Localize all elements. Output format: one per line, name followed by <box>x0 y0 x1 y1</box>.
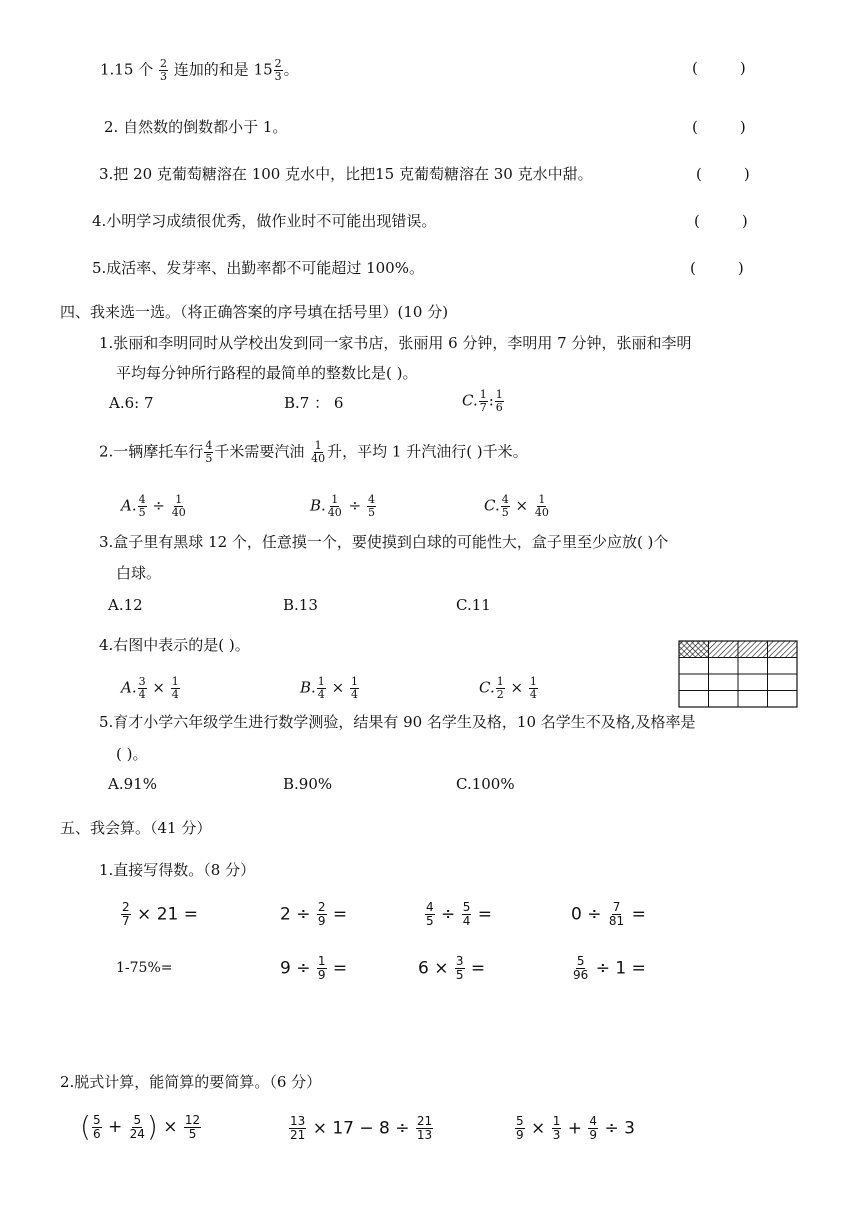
calc-r2c1: 1-75%= <box>116 960 173 976</box>
calc-r2c4: $\frac{5}{96}$ ÷ 1 = <box>573 954 646 982</box>
q4-2-option-a[interactable]: A. $\frac{4}{5}$ ÷ $\frac{1}{40}$ <box>121 493 186 519</box>
q4-4-stem: 4.右图中表示的是( )。 <box>99 636 250 654</box>
q4-2-stem: 2.一辆摩托车行 $\frac{4}{5}$ 千米需要汽油 $\frac{1}{40}$ 升，平均 1 升汽油行( )千米。 <box>99 439 528 465</box>
answer-blank-4[interactable]: ( ) <box>694 212 748 230</box>
calc-r1c3: $\frac{4}{5}$ ÷ $\frac{5}{4}$ = <box>426 900 492 928</box>
q4-1-line1: 1.张丽和李明同时从学校出发到同一家书店，张丽用 6 分钟，李明用 7 分钟，张丽和李明 <box>99 334 692 352</box>
calc-r2c2: 9 ÷ $\frac{1}{9}$ = <box>280 954 348 982</box>
section-5-title: 五、我会算。（41 分） <box>60 819 212 837</box>
expr-2: $\frac{13}{21}$ × 17 − 8 ÷ $\frac{21}{13}$ <box>290 1114 433 1142</box>
q4-1-line2: 平均每分钟所行路程的最简单的整数比是( )。 <box>116 364 418 382</box>
q4-3-option-b[interactable]: B.13 <box>283 596 318 614</box>
q4-1-option-b[interactable]: B.7 ： 6 <box>284 394 344 412</box>
judge-item-1: 1.15 个 $\frac{2}{3}$ 连加的和是 15 $\frac{2}{3}$ 。 <box>100 57 299 83</box>
calc-r2c3: 6 × $\frac{3}{5}$ = <box>418 954 486 982</box>
expr-3: $\frac{5}{9}$ × $\frac{1}{3}$ + $\frac{4}{9}$ ÷ 3 <box>516 1114 635 1142</box>
q4-1-option-a[interactable]: A.6: 7 <box>109 394 154 412</box>
answer-blank-2[interactable]: ( ) <box>692 118 746 136</box>
subsection-stepwise-calc: 2.脱式计算，能简算的要简算。（6 分） <box>60 1073 322 1091</box>
cross-hatched-cell <box>679 641 709 657</box>
q4-5-option-b[interactable]: B.90% <box>283 775 333 793</box>
judge-item-2: 2. 自然数的倒数都小于 1。 <box>104 118 288 136</box>
answer-blank-3[interactable]: ( ) <box>696 165 750 183</box>
q4-1-option-c[interactable]: C. $\frac{1}{7}$ : $\frac{1}{6}$ <box>462 388 503 414</box>
judge-item-4: 4.小明学习成绩很优秀，做作业时不可能出现错误。 <box>92 212 437 230</box>
calc-r1c4: 0 ÷ $\frac{7}{81}$ = <box>571 900 646 928</box>
q4-3-line1: 3.盒子里有黑球 12 个，任意摸一个，要使摸到白球的可能性大，盒子里至少应放( )个 <box>99 533 669 551</box>
subsection-direct-calc: 1.直接写得数。（8 分） <box>99 861 256 879</box>
calc-r1c1: $\frac{2}{7}$ × 21 = <box>122 900 198 928</box>
fraction: $\frac{2}{3}$ <box>274 57 282 83</box>
fraction: $\frac{2}{3}$ <box>159 57 167 83</box>
q4-5-line1: 5.育才小学六年级学生进行数学测验，结果有 90 名学生及格，10 名学生不及格,及格率是 <box>99 713 696 731</box>
q4-4-option-c[interactable]: C. $\frac{1}{2}$ × $\frac{1}{4}$ <box>479 675 537 701</box>
calc-r1c2: 2 ÷ $\frac{2}{9}$ = <box>280 900 348 928</box>
q4-5-option-c[interactable]: C.100% <box>456 775 515 793</box>
judge-item-3: 3.把 20 克葡萄糖溶在 100 克水中，比把15 克葡萄糖溶在 30 克水中甜。 <box>99 165 593 183</box>
q4-4-option-b[interactable]: B. $\frac{1}{4}$ × $\frac{1}{4}$ <box>300 675 358 701</box>
q4-3-option-c[interactable]: C.11 <box>456 596 491 614</box>
q4-3-option-a[interactable]: A.12 <box>108 596 143 614</box>
q4-4-option-a[interactable]: A. $\frac{3}{4}$ × $\frac{1}{4}$ <box>121 675 179 701</box>
fraction-grid-figure <box>678 640 798 708</box>
section-4-title: 四、我来选一选。（将正确答案的序号填在括号里）(10 分) <box>60 303 449 321</box>
answer-blank-5[interactable]: ( ) <box>690 259 744 277</box>
q4-5-option-a[interactable]: A.91% <box>108 775 157 793</box>
judge-item-5: 5.成活率、发芽率、出勤率都不可能超过 100%。 <box>92 259 424 277</box>
q4-5-line2: ( )。 <box>116 745 148 763</box>
q4-2-option-b[interactable]: B. $\frac{1}{40}$ ÷ $\frac{4}{5}$ <box>310 493 375 519</box>
q4-2-option-c[interactable]: C. $\frac{4}{5}$ × $\frac{1}{40}$ <box>484 493 549 519</box>
answer-blank-1[interactable]: ( ) <box>692 59 746 77</box>
q4-3-line2: 白球。 <box>116 564 162 582</box>
expr-1: ( $\frac{5}{6}$ + $\frac{5}{24}$ ) × $\frac{12}{5}$ <box>80 1110 201 1143</box>
